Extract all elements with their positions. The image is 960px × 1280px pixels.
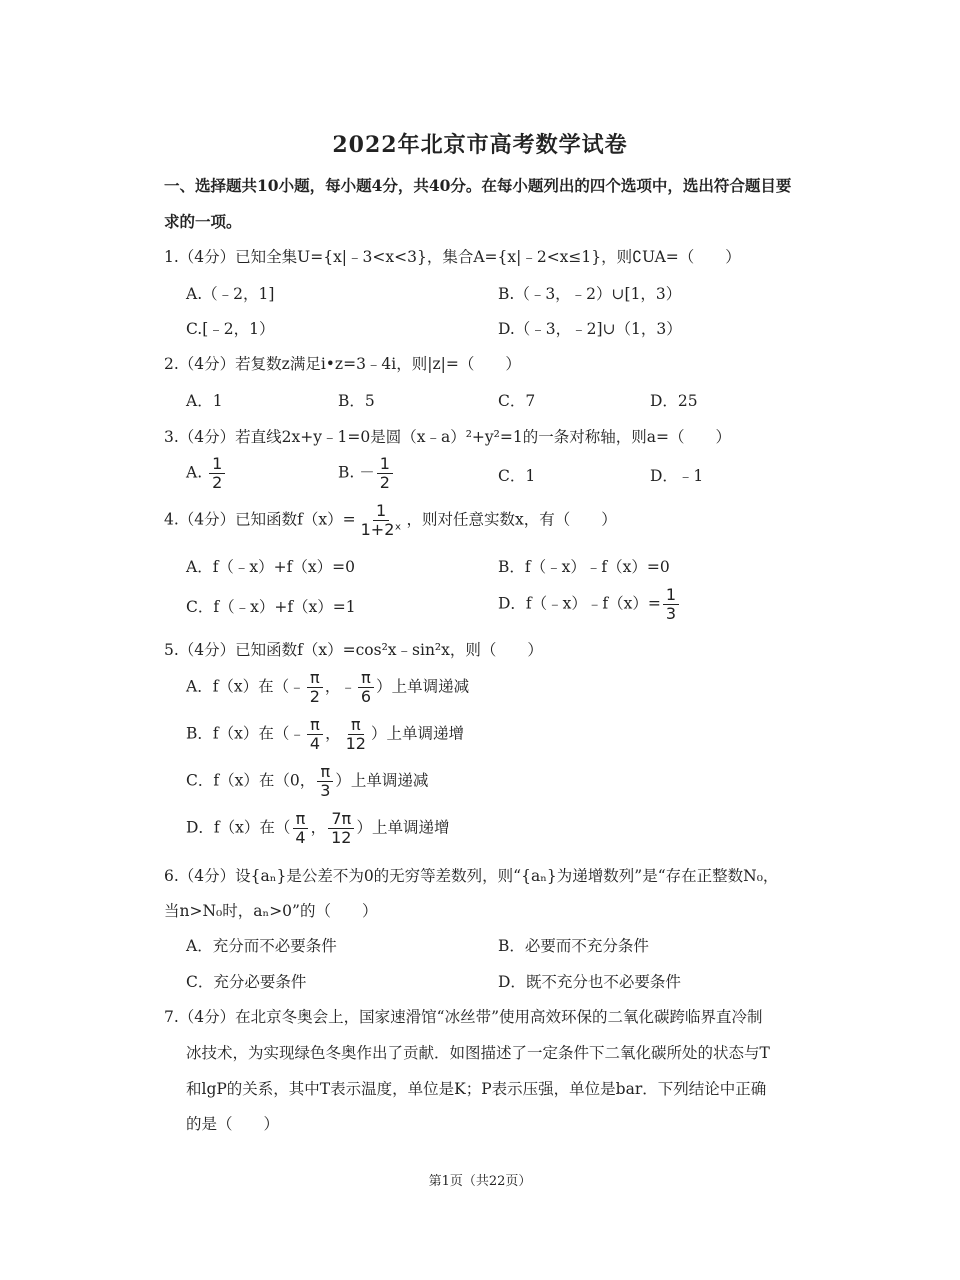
q1-option-b: B.（﹣3，﹣2）∪[1，3） xyxy=(498,285,682,303)
q6-option-b: B．必要而不充分条件 xyxy=(498,937,649,955)
q6-option-c: C．充分必要条件 xyxy=(186,973,307,991)
page-footer: 第1页（共22页） xyxy=(428,1174,532,1189)
q5-option-d: D．f（x）在（ $\frac{\pi}{4}$ ， $\frac{7\pi}{12}$ ）上单调递增 xyxy=(186,809,450,847)
q4-option-d: D．f（﹣x）﹣f（x）= $\frac{1}{3}$ xyxy=(498,586,681,623)
q6-option-d: D．既不充分也不必要条件 xyxy=(498,973,681,991)
q6-option-a: A．充分而不必要条件 xyxy=(186,937,337,955)
question-5-stem: 5.（4分）已知函数f（x）=cos²x﹣sin²x，则（ ） xyxy=(164,641,543,659)
question-1-stem: 1.（4分）已知全集U={x|﹣3<x<3}，集合A={x|﹣2<x≤1}，则∁UA=（ ） xyxy=(164,248,741,266)
q4-option-d-fraction: $\frac{1}{3}$ xyxy=(663,586,679,623)
q3-option-a-label: A. xyxy=(186,463,203,482)
q3-option-b xyxy=(338,455,395,492)
question-6-stem-line-1: 6.（4分）设{aₙ}是公差不为0的无穷等差数列，则“{aₙ}为递增数列”是“存在正整数N₀， xyxy=(164,867,779,885)
question-6-stem-line-2: 当n>N₀时，aₙ>0”的（ ） xyxy=(164,902,378,920)
q1-option-c: C.[﹣2，1） xyxy=(186,320,275,338)
q5-d-frac-1: $\frac{\pi}{4}$ xyxy=(292,810,308,847)
q3-option-a-fraction: $\frac{1}{2}$ xyxy=(209,455,225,492)
q4-option-a: A．f（﹣x）+f（x）=0 xyxy=(186,558,355,576)
q5-c-frac-1: $\frac{\pi}{3}$ xyxy=(317,763,333,800)
q4-option-c: C．f（﹣x）+f（x）=1 xyxy=(186,598,356,616)
question-7-line-1: 7.（4分）在北京冬奥会上，国家速滑馆“冰丝带”使用高效环保的二氧化碳跨临界直冷制 xyxy=(164,1008,763,1026)
q5-option-c: C．f（x）在（0， $\frac{\pi}{3}$ ）上单调递减 xyxy=(186,762,429,800)
question-4-stem: 4.（4分）已知函数f（x）= $\frac{1}{\text{1+2ˣ}}$ ，则对任意实数x，有（ ） xyxy=(164,501,617,539)
question-7-line-2: 冰技术，为实现绿色冬奥作出了贡献．如图描述了一定条件下二氧化碳所处的状态与T xyxy=(186,1044,770,1062)
question-3-stem: 3.（4分）若直线2x+y﹣1=0是圆（x﹣a）²+y²=1的一条对称轴，则a=（ ） xyxy=(164,428,731,446)
q5-b-frac-1: $\frac{\pi}{4}$ xyxy=(307,716,323,753)
q3-option-b-minus: － xyxy=(359,463,375,482)
q2-option-d: D．25 xyxy=(650,392,698,410)
q5-b-frac-2: $\frac{\pi}{12}$ xyxy=(345,715,366,753)
q2-option-b: B．5 xyxy=(338,392,375,410)
q5-option-b: B．f（x）在（﹣ $\frac{\pi}{4}$ ， $\frac{\pi}{12}$ ）上单调递增 xyxy=(186,715,464,753)
q5-d-frac-2: $\frac{7\pi}{12}$ xyxy=(328,810,354,847)
q2-option-a: A．1 xyxy=(186,392,223,410)
section-heading: 一、选择题共10小题，每小题4分，共40分。在每小题列出的四个选项中，选出符合题目要求的一项。 xyxy=(164,176,792,231)
q3-option-b-label: B. xyxy=(338,463,355,482)
question-7-line-4: 的是（ ） xyxy=(186,1115,280,1133)
question-7-line-3: 和lgP的关系，其中T表示温度，单位是K；P表示压强，单位是bar．下列结论中正确 xyxy=(186,1080,767,1098)
q4-fraction: $\frac{1}{\text{1+2ˣ}}$ xyxy=(360,501,402,539)
q5-option-a: A．f（x）在（﹣ $\frac{\pi}{2}$ ，﹣ $\frac{\pi}{6}$ ）上单调递减 xyxy=(186,668,470,706)
q4-option-b: B．f（﹣x）﹣f（x）=0 xyxy=(498,558,670,576)
q3-option-a xyxy=(186,455,227,492)
q3-option-c: C．1 xyxy=(498,467,536,485)
q1-option-a: A.（﹣2，1] xyxy=(186,285,275,303)
q3-option-d: D．﹣1 xyxy=(650,467,704,485)
q5-a-frac-2: $\frac{\pi}{6}$ xyxy=(358,669,374,706)
q2-option-c: C．7 xyxy=(498,392,536,410)
page-title: 2022年北京市高考数学试卷 xyxy=(332,132,628,158)
q1-option-d: D.（﹣3，﹣2]∪（1，3） xyxy=(498,320,682,338)
q3-option-b-fraction: $\frac{1}{2}$ xyxy=(377,455,393,492)
q5-a-frac-1: $\frac{\pi}{2}$ xyxy=(307,669,323,706)
question-2-stem: 2.（4分）若复数z满足i•z=3﹣4i，则|z|=（ ） xyxy=(164,355,521,373)
